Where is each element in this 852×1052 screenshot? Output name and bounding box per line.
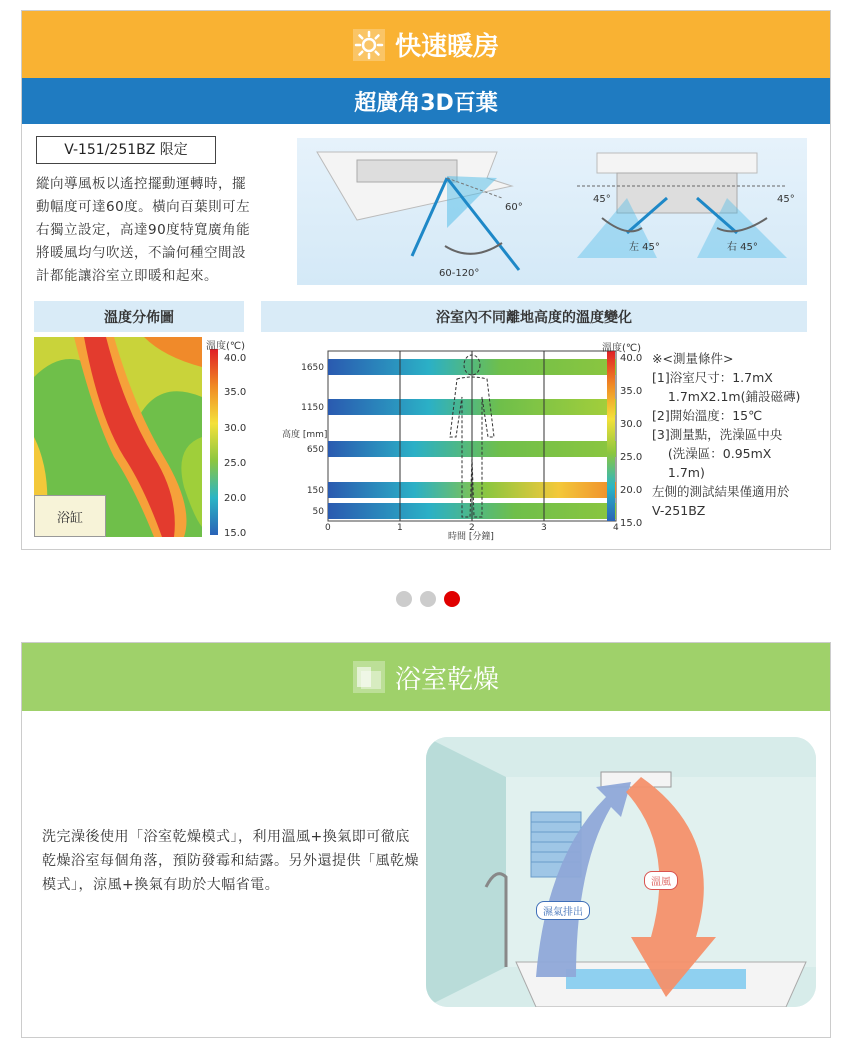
desc-line: 縱向導風板以遙控擺動運轉時，擺 (36, 176, 246, 192)
y-tick-label: 150 (306, 486, 324, 496)
colorbar-tick: 30.0 (620, 419, 643, 430)
heating-title: 快速暖房 (394, 32, 499, 62)
temp-map-tick: 30.0 (224, 423, 247, 434)
colorbar-tick: 40.0 (620, 353, 643, 364)
height-chart-title: 浴室內不同離地高度的溫度變化 (261, 301, 807, 332)
x-axis-label: 時間 [分鐘] (448, 532, 494, 541)
pagination-dot-2[interactable] (420, 591, 436, 607)
height-chart-unit: 溫度(℃) (602, 343, 642, 354)
sun-icon (353, 29, 385, 61)
temp-map-tick: 25.0 (224, 458, 247, 469)
colorbar-tick: 25.0 (620, 452, 643, 463)
x-tick-label: 3 (541, 523, 547, 533)
dry-icon (353, 661, 385, 693)
louver-subtitle: 超廣角3D百葉 (22, 78, 830, 124)
desc-line: 動幅度可達60度。橫向百葉則可左 (36, 199, 251, 215)
heating-section (21, 10, 831, 550)
warm-air-tag: 溫風 (644, 871, 678, 890)
drying-section (21, 642, 831, 1038)
colorbar-tick: 20.0 (620, 485, 643, 496)
temp-map-tick: 40.0 (224, 353, 247, 364)
temp-map-unit: 溫度(℃) (206, 341, 246, 352)
x-tick-label: 4 (613, 523, 619, 533)
colorbar-tick: 15.0 (620, 518, 643, 529)
exhaust-tag: 濕氣排出 (536, 901, 590, 920)
temp-map-colorbar (210, 349, 218, 535)
heating-description (36, 173, 250, 288)
y-axis-label: 高度 [mm] (282, 430, 328, 440)
note-line: 左側的測試結果僅適用於 (652, 484, 790, 499)
louver-diagram (297, 138, 807, 285)
x-tick-label: 0 (325, 523, 331, 533)
note-line: [2]開始溫度：15℃ (652, 408, 763, 423)
pagination-dot-3-active[interactable] (444, 591, 460, 607)
angle-45-left-label: 45° (593, 194, 611, 205)
drying-title: 浴室乾燥 (394, 664, 499, 695)
temp-map-image (34, 337, 202, 537)
temp-map-tick: 15.0 (224, 528, 247, 539)
bathroom-illustration (426, 737, 816, 1007)
left-45-label: 左 45° (629, 242, 660, 253)
temp-map-tick: 35.0 (224, 387, 247, 398)
desc-line: 右獨立設定，高達90度特寬廣角能 (36, 222, 251, 238)
pagination-dot-1[interactable] (396, 591, 412, 607)
y-tick-label: 1150 (301, 403, 324, 413)
height-temp-chart (262, 337, 632, 541)
y-tick-label: 650 (306, 445, 324, 455)
range-label: 60-120° (439, 268, 480, 279)
height-chart-colorbar (607, 351, 615, 521)
tub-label: 浴缸 (34, 495, 106, 537)
y-tick-label: 50 (312, 507, 324, 517)
measurement-notes (652, 349, 800, 520)
heating-header (22, 11, 830, 78)
y-tick-label: 1650 (301, 363, 324, 373)
desc-line: 計都能讓浴室立即暖和起來。 (36, 268, 218, 284)
colorbar-tick: 35.0 (620, 386, 643, 397)
model-badge: V-151/251BZ 限定 (36, 136, 216, 164)
note-line: 1.7mX2.1m(鋪設磁磚) (652, 389, 801, 404)
drying-description: 洗完澡後使用「浴室乾燥模式」，利用溫風+換氣即可徹底乾燥浴室每個角落，預防發霉和結露。另外還提供「風乾燥模式」，涼風+換氣有助於大幅省電。 (42, 829, 419, 893)
angle-45-right-label: 45° (777, 194, 795, 205)
note-line: [1]浴室尺寸：1.7mX (652, 370, 773, 385)
right-45-label: 右 45° (727, 242, 758, 253)
x-tick-label: 1 (397, 523, 403, 533)
note-line: V-251BZ (652, 503, 706, 518)
desc-line: 將暖風均勻吹送，不論何種空間設 (36, 245, 246, 261)
note-line: 1.7m) (652, 465, 705, 480)
note-line: (洗澡區：0.95mX (652, 446, 772, 461)
temp-map-tick: 20.0 (224, 493, 247, 504)
angle-60-label: 60° (505, 202, 523, 213)
drying-header (22, 643, 830, 711)
note-line: ※<測量條件> (652, 351, 734, 366)
note-line: [3]測量點，洗澡區中央 (652, 427, 783, 442)
temp-map-title: 溫度分佈圖 (34, 301, 244, 332)
x-tick-label: 2 (469, 523, 475, 533)
